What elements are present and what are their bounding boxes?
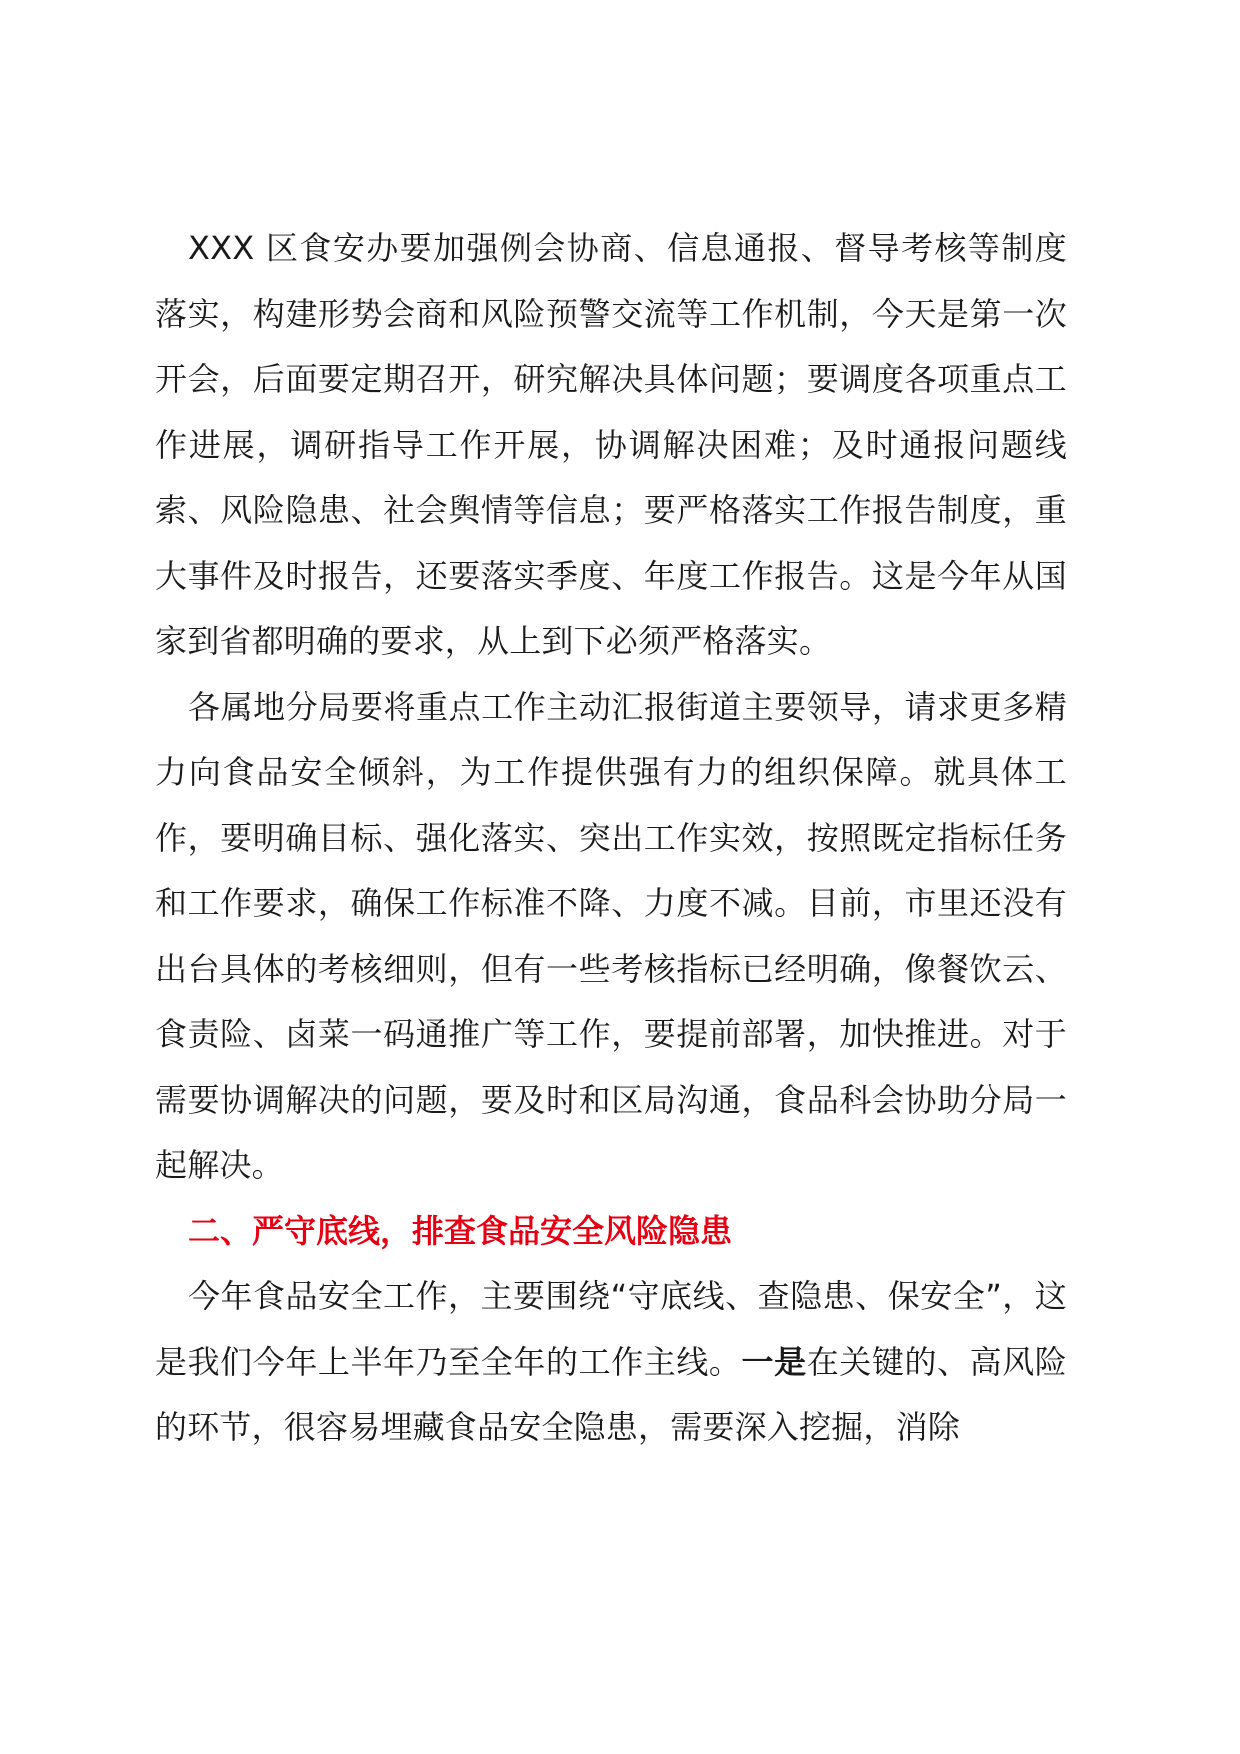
paragraph-branch-bureaus: 各属地分局要将重点工作主动汇报街道主要领导，请求更多精力向食品安全倾斜，为工作提供强有力的组织保障。就具体工作，要明确目标、强化落实、突出工作实效，按照既定指标任务和工作要求，确保工作标准不降、力度不减。目前，市里还没有出台具体的考核细则，但有一些考核指标已经明确，像餐饮云、食责险、卤菜一码通推广等工作，要提前部署，加快推进。对于需要协调解决的问题，要及时和区局沟通，食品科会协助分局一起解决。 bbox=[155, 687, 1067, 1184]
document-body bbox=[155, 216, 1067, 1461]
paragraph-text-part-2: 在关键的、高风险的环节，很容易埋藏食品安全隐患，需要深入挖掘，消除 bbox=[155, 1342, 1067, 1446]
section-heading: 二、严守底线，排查食品安全风险隐患 bbox=[188, 1211, 733, 1250]
paragraph-food-safety-office: XXX 区食安办要加强例会协商、信息通报、督导考核等制度落实，构建形势会商和风险预警交流等工作机制，今天是第一次开会，后面要定期召开，研究解决具体问题；要调度各项重点工作进展，调研指导工作开展，协调解决困难；及时通报问题线索、风险隐患、社会舆情等信息；要严格落实工作报告制度，重大事件及时报告，还要落实季度、年度工作报告。这是今年从国家到省都明确的要求，从上到下必须严格落实。 bbox=[155, 229, 1067, 660]
emphasis-first-point: 一是 bbox=[741, 1342, 807, 1381]
paragraph-text-part-1: 今年食品安全工作，主要围绕“守底线、查隐患、保安全”，这是我们今年上半年乃至全年的工作主线。 bbox=[155, 1277, 1067, 1381]
paragraph-work-mainline bbox=[155, 1264, 1067, 1461]
